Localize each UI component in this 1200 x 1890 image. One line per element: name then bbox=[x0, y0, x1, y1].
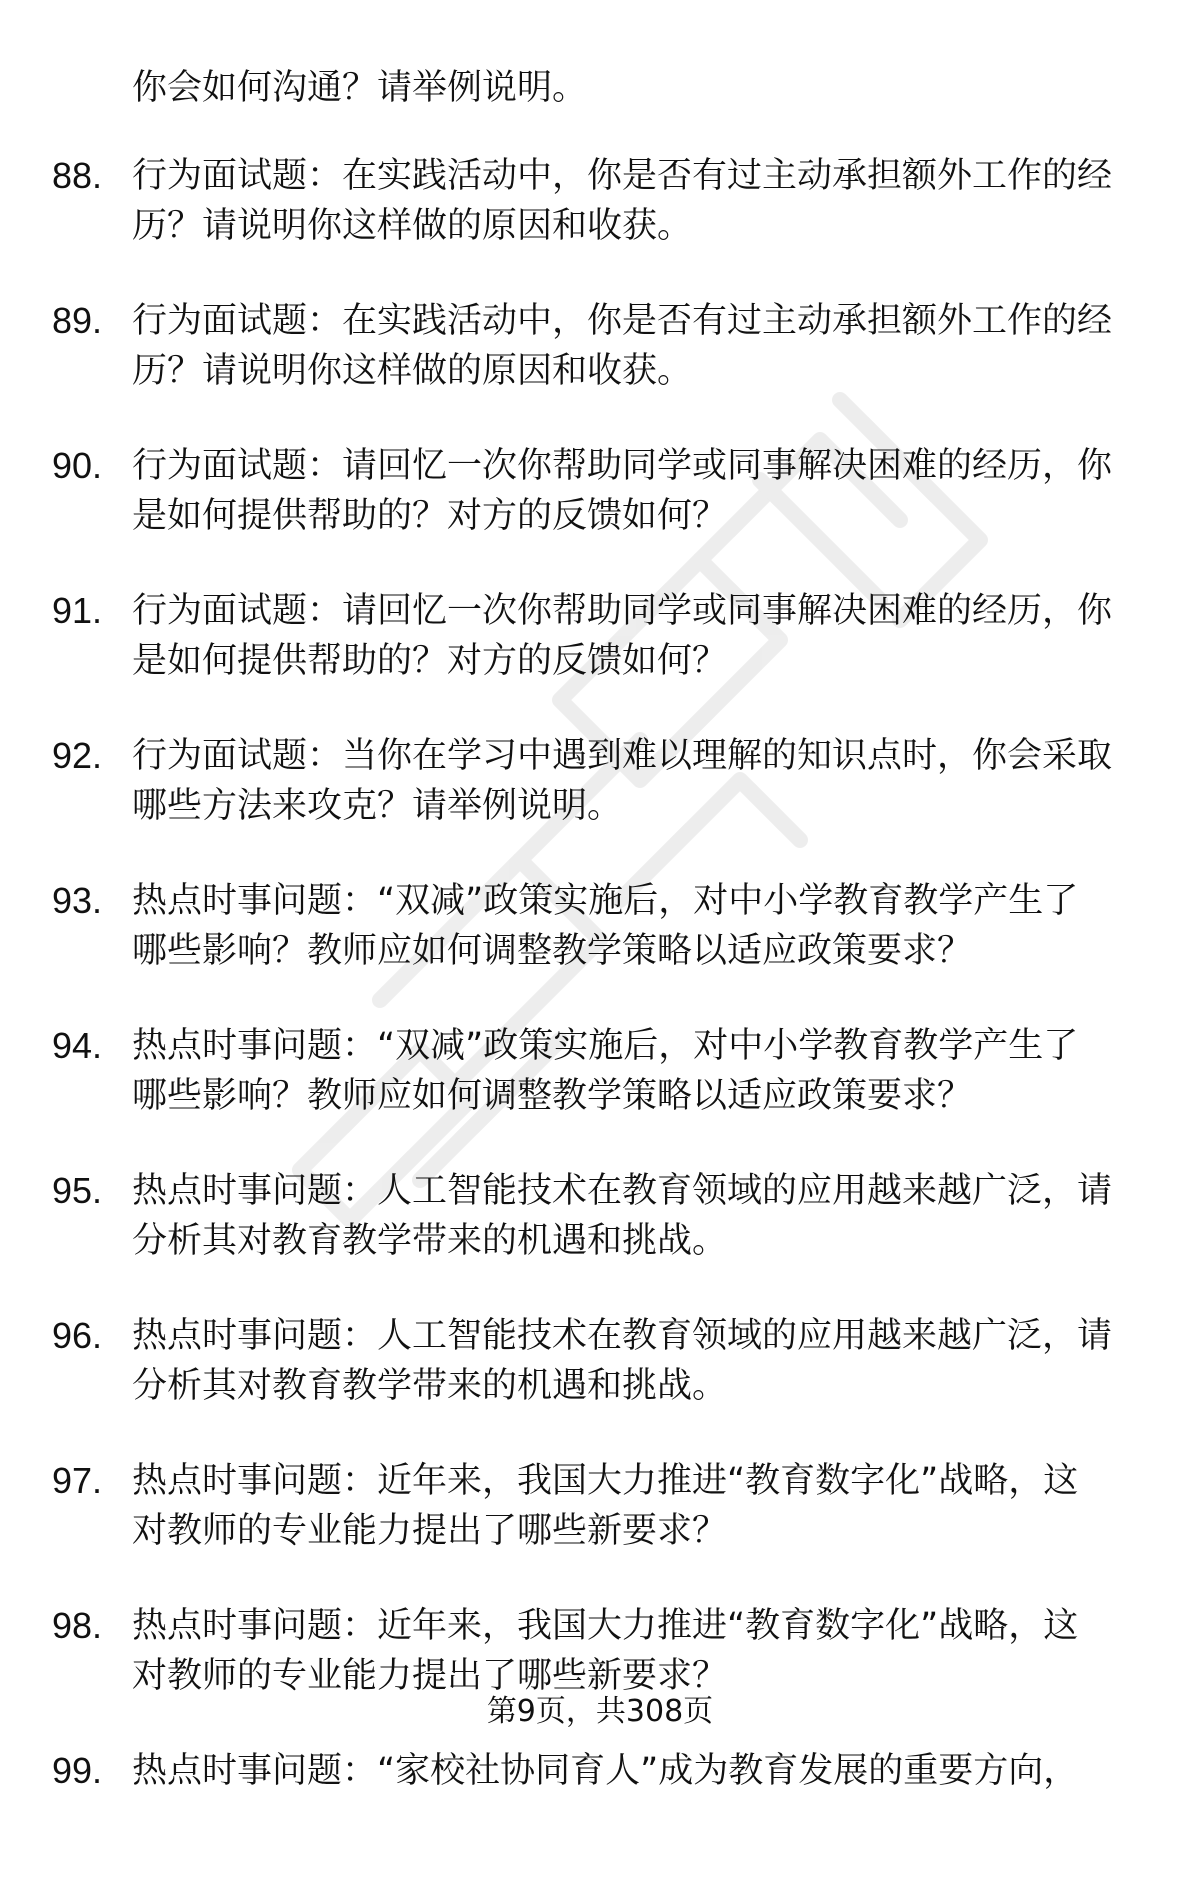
question-text-line: 是如何提供帮助的？对方的反馈如何？ bbox=[132, 496, 728, 536]
question-text-line: 热点时事问题：“双减”政策实施后，对中小学教育教学产生了 bbox=[132, 1026, 1079, 1066]
question-number: 96. bbox=[52, 1315, 103, 1356]
question-text-line: 热点时事问题：人工智能技术在教育领域的应用越来越广泛，请 bbox=[132, 1171, 1113, 1211]
question-item bbox=[0, 1020, 1200, 1165]
question-number: 93. bbox=[52, 880, 103, 921]
question-text-line: 哪些影响？教师应如何调整教学策略以适应政策要求？ bbox=[132, 1076, 973, 1116]
question-item bbox=[0, 1455, 1200, 1600]
question-list bbox=[0, 150, 1200, 1890]
question-text-line: 历？请说明你这样做的原因和收获。 bbox=[132, 206, 693, 246]
question-number: 99. bbox=[52, 1750, 103, 1791]
page-footer: 第9页，共308页 bbox=[486, 1694, 714, 1729]
question-item bbox=[0, 295, 1200, 440]
question-continuation: 你会如何沟通？请举例说明。 bbox=[132, 68, 588, 108]
question-text-line: 行为面试题：请回忆一次你帮助同学或同事解决困难的经历，你 bbox=[132, 591, 1113, 631]
question-text-line: 行为面试题：当你在学习中遇到难以理解的知识点时，你会采取 bbox=[132, 736, 1113, 776]
question-text-line: 热点时事问题：“双减”政策实施后，对中小学教育教学产生了 bbox=[132, 881, 1079, 921]
question-text-line: 行为面试题：在实践活动中，你是否有过主动承担额外工作的经 bbox=[132, 156, 1113, 196]
question-number: 91. bbox=[52, 590, 103, 631]
question-text-line: 对教师的专业能力提出了哪些新要求？ bbox=[132, 1511, 728, 1551]
question-text-line: 行为面试题：请回忆一次你帮助同学或同事解决困难的经历，你 bbox=[132, 446, 1113, 486]
question-number: 92. bbox=[52, 735, 103, 776]
question-item bbox=[0, 585, 1200, 730]
question-number: 98. bbox=[52, 1605, 103, 1646]
question-item bbox=[0, 1165, 1200, 1310]
question-text-line: 哪些影响？教师应如何调整教学策略以适应政策要求？ bbox=[132, 931, 973, 971]
question-text-line: 对教师的专业能力提出了哪些新要求？ bbox=[132, 1656, 728, 1696]
question-number: 95. bbox=[52, 1170, 103, 1211]
question-number: 89. bbox=[52, 300, 103, 341]
question-text-line: 分析其对教育教学带来的机遇和挑战。 bbox=[132, 1366, 728, 1406]
question-text-line: 分析其对教育教学带来的机遇和挑战。 bbox=[132, 1221, 728, 1261]
question-item bbox=[0, 730, 1200, 875]
question-text-line: 历？请说明你这样做的原因和收获。 bbox=[132, 351, 693, 391]
question-number: 88. bbox=[52, 155, 103, 196]
question-number: 94. bbox=[52, 1025, 103, 1066]
question-text-line: 是如何提供帮助的？对方的反馈如何？ bbox=[132, 641, 728, 681]
question-item bbox=[0, 1745, 1200, 1890]
question-number: 97. bbox=[52, 1460, 103, 1501]
question-text-line: 哪些方法来攻克？请举例说明。 bbox=[132, 786, 623, 826]
question-item bbox=[0, 440, 1200, 585]
question-text-line: 行为面试题：在实践活动中，你是否有过主动承担额外工作的经 bbox=[132, 301, 1113, 341]
question-text-line: 热点时事问题：近年来，我国大力推进“教育数字化”战略，这 bbox=[132, 1461, 1079, 1501]
question-text-line: 热点时事问题：近年来，我国大力推进“教育数字化”战略，这 bbox=[132, 1606, 1079, 1646]
question-text-line: 热点时事问题：人工智能技术在教育领域的应用越来越广泛，请 bbox=[132, 1316, 1113, 1356]
question-item bbox=[0, 150, 1200, 295]
question-item bbox=[0, 1310, 1200, 1455]
question-number: 90. bbox=[52, 445, 103, 486]
question-text-line: 热点时事问题：“家校社协同育人”成为教育发展的重要方向， bbox=[132, 1751, 1079, 1791]
question-item bbox=[0, 875, 1200, 1020]
